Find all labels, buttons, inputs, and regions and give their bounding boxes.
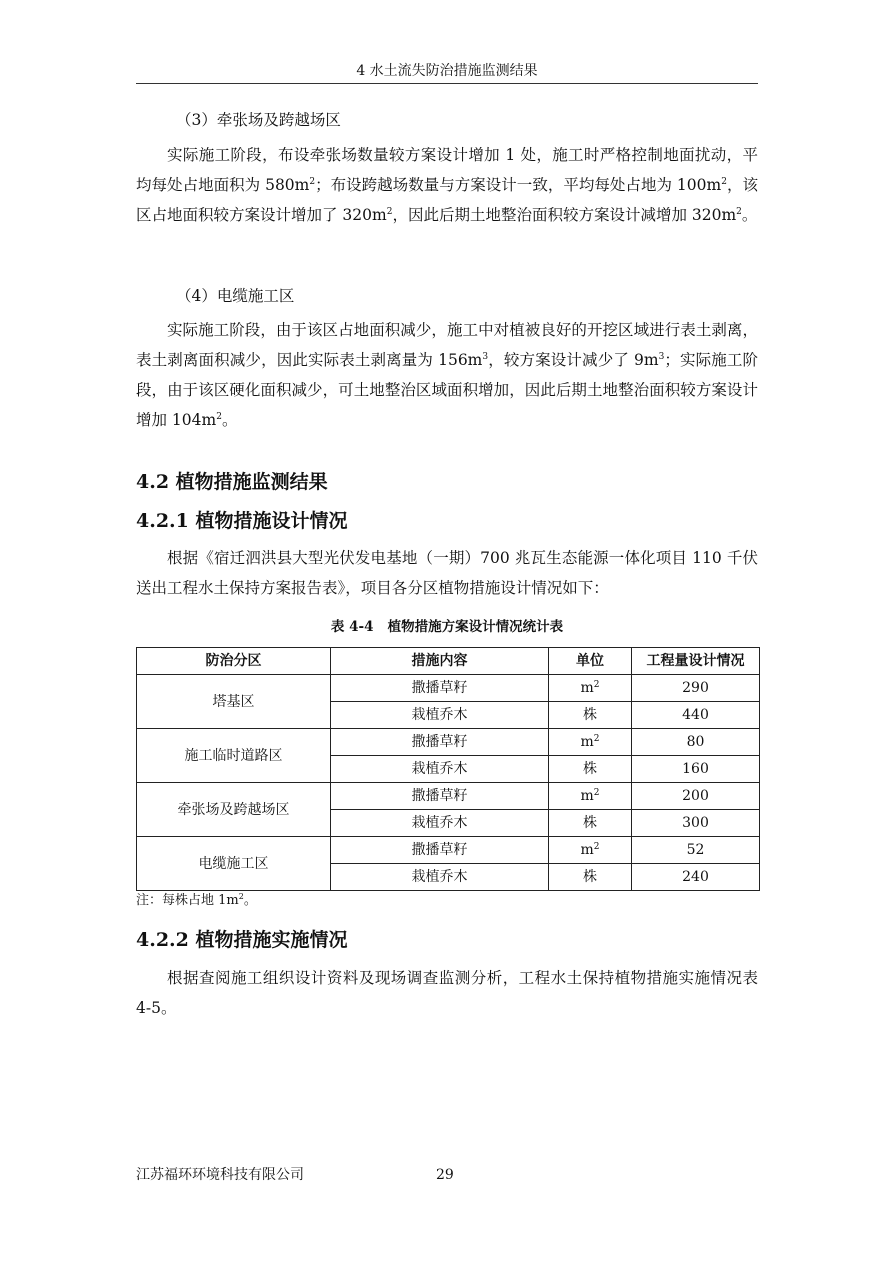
intro-paragraph: 根据《宿迁泗洪县大型光伏发电基地（一期）700 兆瓦生态能源一体化项目 110 千伏送出工程水土保持方案报告表》，项目各分区植物措施设计情况如下： [136,549,758,597]
unit-cell: 株 [549,810,632,837]
heading-4-2: 4.2 植物措施监测结果 [136,471,328,493]
quantity-cell: 80 [632,729,760,756]
measure-cell: 撒播草籽 [331,783,549,810]
table-header-row [137,648,760,675]
table-note: 注：每株占地 $1m^2$。 [136,892,257,908]
col-header-unit: 单位 [549,648,632,675]
paragraph-section-4: 实际施工阶段，由于该区占地面积减少，施工中对植被良好的开挖区域进行表土剥离，表土剥离面积减少，因此实际表土剥离量为 $156m^3$，较方案设计减少了 $9m^3$；实际施工阶段，由于该区硬化面积减少，可土地整治区域面积增加，因此后期土地整治面积较方案设计增加 $104m^2$。 [136,321,758,429]
subsection-heading-3: （3）牵张场及跨越场区 [176,111,341,129]
unit-cell: $m^2$ [549,837,632,864]
heading-4-2-1: 4.2.1 植物措施设计情况 [136,510,348,532]
footer-company: 江苏福环环境科技有限公司 [136,1167,304,1183]
table-row [137,783,760,810]
unit-cell: $m^2$ [549,729,632,756]
unit-cell: $m^2$ [549,783,632,810]
zone-cell: 塔基区 [137,675,331,729]
table-row [137,729,760,756]
table-caption: 表 4-4 植物措施方案设计情况统计表 [330,619,564,635]
col-header-measure: 措施内容 [331,648,549,675]
measure-cell: 栽植乔木 [331,702,549,729]
col-header-zone: 防治分区 [137,648,331,675]
measure-cell: 栽植乔木 [331,810,549,837]
table-row [137,675,760,702]
table-row [137,837,760,864]
quantity-cell: 300 [632,810,760,837]
quantity-cell: 290 [632,675,760,702]
quantity-cell: 240 [632,864,760,891]
paragraph-section-3: 实际施工阶段，布设牵张场数量较方案设计增加 1 处，施工时严格控制地面扰动，平均每处占地面积为 $580m^2$；布设跨越场数量与方案设计一致，平均每处占地为 $100m^2$，该区占地面积较方案设计增加了 $320m^2$，因此后期土地整治面积较方案设计减增加 $320m^2$。 [136,146,758,224]
zone-cell: 电缆施工区 [137,837,331,891]
unit-cell: $m^2$ [549,675,632,702]
page-number: 29 [436,1167,454,1183]
unit-cell: 株 [549,756,632,783]
measure-cell: 撒播草籽 [331,729,549,756]
quantity-cell: 52 [632,837,760,864]
unit-cell: 株 [549,864,632,891]
unit-cell: 株 [549,702,632,729]
plant-measures-table [136,647,760,891]
quantity-cell: 160 [632,756,760,783]
quantity-cell: 440 [632,702,760,729]
subsection-heading-4: （4）电缆施工区 [176,287,295,305]
header-divider [136,83,758,84]
measure-cell: 栽植乔木 [331,864,549,891]
heading-4-2-2: 4.2.2 植物措施实施情况 [136,929,348,951]
measure-cell: 撒播草籽 [331,675,549,702]
quantity-cell: 200 [632,783,760,810]
final-paragraph: 根据查阅施工组织设计资料及现场调查监测分析，工程水土保持植物措施实施情况表 4-5。 [136,969,758,1017]
running-header: 4 水土流失防治措施监测结果 [356,63,538,79]
zone-cell: 施工临时道路区 [137,729,331,783]
measure-cell: 栽植乔木 [331,756,549,783]
zone-cell: 牵张场及跨越场区 [137,783,331,837]
measure-cell: 撒播草籽 [331,837,549,864]
col-header-quantity: 工程量设计情况 [632,648,760,675]
